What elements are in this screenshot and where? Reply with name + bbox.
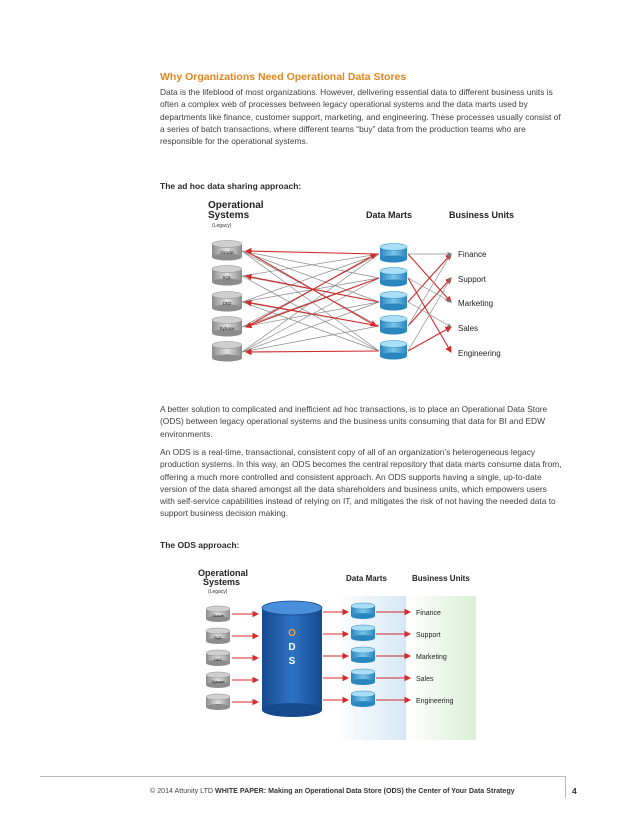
system-label: DB2: [214, 657, 222, 662]
system-label: ...: [216, 701, 220, 706]
system-label: Oracle: [212, 613, 224, 618]
ods-cylinder: [262, 601, 322, 717]
system-label: Sybase: [211, 679, 225, 684]
system-label: SQL: [222, 275, 232, 280]
operational-subtitle: (Legacy): [212, 223, 232, 229]
adhoc-red-connections: [246, 251, 451, 352]
operational-title-line1: Operational: [198, 568, 249, 578]
operational-subtitle: (Legacy): [208, 589, 228, 595]
adhoc-gray-connections: [242, 251, 379, 352]
operational-title-line2: Systems: [208, 210, 250, 221]
solution-paragraph: A better solution to complicated and inefficient ad hoc transactions, is to place an Operational Data Store (ODS) between legacy operational systems and the business units consuming that data for BI and EDW environments.: [160, 404, 548, 439]
system-label: Oracle: [220, 250, 234, 255]
system-label: ...: [225, 351, 229, 356]
unit-label: Sales: [458, 324, 479, 333]
page-number: 4: [572, 786, 577, 796]
unit-label: Support: [458, 275, 487, 284]
footer-divider: [40, 776, 565, 777]
system-label: DB2: [222, 301, 232, 306]
section-heading: Why Organizations Need Operational Data Stores: [160, 71, 407, 83]
ods-letter: S: [288, 656, 296, 667]
intro-paragraph: Data is the lifeblood of most organizations. However, delivering essential data to different business units is often a complex web of processes between legacy operational systems and the data marts used by departments like finance, customer support, marketing, and engineering. These processes usually consist of a series of batch transactions, where different teams “buy” data from the production teams who are responsible for the operational systems.: [160, 87, 561, 147]
operational-title-line2: Systems: [203, 577, 241, 587]
unit-label: Finance: [458, 250, 487, 259]
operational-title-line1: Operational: [208, 200, 264, 211]
adhoc-data-mart-cylinders: [380, 244, 407, 360]
ods-legacy-cylinders: [206, 606, 230, 710]
unit-label: Marketing: [416, 654, 447, 661]
ods-letter: D: [288, 642, 296, 653]
unit-label: Engineering: [458, 349, 501, 358]
legacy-to-ods-arrows: [232, 614, 258, 702]
system-label: Sybase: [219, 326, 235, 331]
ods-letter: O: [288, 628, 296, 639]
ods-subheading: The ODS approach:: [160, 540, 240, 550]
unit-label: Marketing: [458, 299, 494, 308]
ods-diagram: [196, 564, 486, 744]
adhoc-subheading: The ad hoc data sharing approach:: [160, 181, 302, 191]
business-units-title: Business Units: [412, 574, 470, 583]
business-units-title: Business Units: [449, 210, 515, 220]
data-marts-title: Data Marts: [346, 574, 387, 583]
adhoc-diagram: [196, 196, 515, 370]
data-marts-title: Data Marts: [366, 210, 413, 220]
unit-label: Engineering: [416, 698, 454, 705]
business-units-band: [406, 596, 476, 740]
unit-label: Finance: [416, 610, 441, 617]
footer-copyright: © 2014 Attunity LTD: [150, 787, 214, 795]
unit-label: Support: [416, 632, 441, 639]
footer-title: WHITE PAPER: Making an Operational Data Store (ODS) the Center of Your Data Strategy: [215, 787, 515, 795]
adhoc-legacy-cylinders: [212, 241, 242, 362]
unit-label: Sales: [416, 676, 434, 683]
ods-paragraph: An ODS is a real-time, transactional, consistent copy of all of an organization’s heterogeneous legacy production systems. In this way, an ODS becomes the central repository that data marts consume data from, offering a much more controlled and consistent approach. An ODS supports having a single, up-to-date version of the data shared amongst all the data shareholders and business units, which empowers users with self-service capabilities instead of relying on IT, and mitigates the risk of not having the needed data to support business decision making.: [160, 447, 562, 519]
footer-text: [150, 787, 515, 795]
footer-page-separator: [565, 776, 566, 798]
system-label: SQL: [213, 635, 223, 640]
